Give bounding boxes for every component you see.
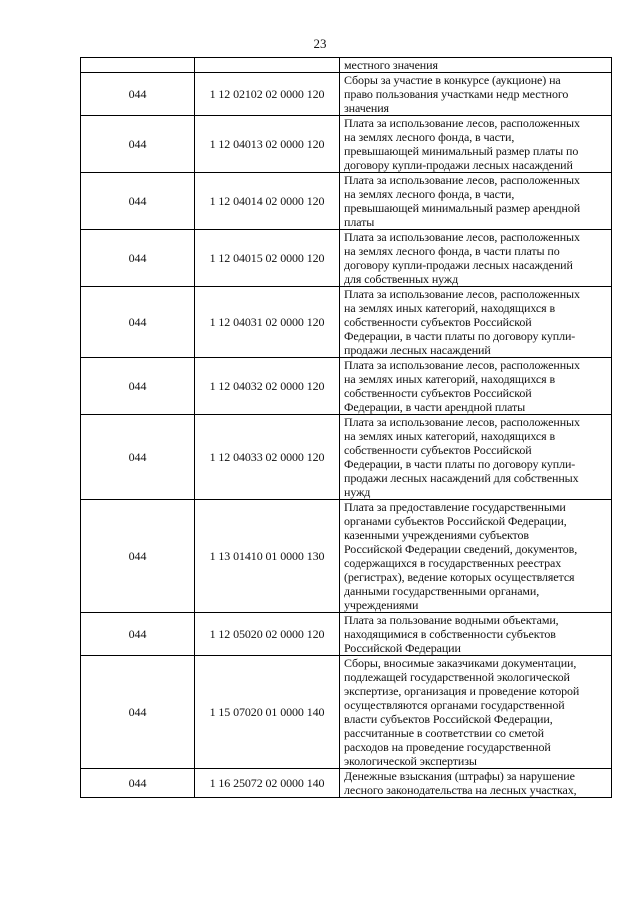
description-line: собственности субъектов Российской xyxy=(344,386,532,400)
description-line: местного значения xyxy=(344,58,438,72)
budget-code-cell: 1 12 04014 02 0000 120 xyxy=(195,173,340,230)
admin-code-cell xyxy=(81,58,195,73)
budget-code-cell: 1 13 01410 01 0000 130 xyxy=(195,500,340,613)
description-line: продажи лесных насаждений для собственных xyxy=(344,471,579,485)
description-line: на землях иных категорий, находящихся в xyxy=(344,429,556,443)
description-line: экспертизе, организация и проведение которой xyxy=(344,684,580,698)
description-line: лесного законодательства на лесных участках, xyxy=(344,783,577,797)
description-line: находящимися в собственности субъектов xyxy=(344,627,556,641)
admin-code-cell: 044 xyxy=(81,613,195,656)
description-cell xyxy=(340,58,612,73)
description-cell xyxy=(340,613,612,656)
description-line: власти субъектов Российской Федерации, xyxy=(344,712,553,726)
description-cell xyxy=(340,500,612,613)
description-line: Плата за использование лесов, расположенных xyxy=(344,173,580,187)
table-row xyxy=(81,769,612,798)
description-line: казенными учреждениями субъектов xyxy=(344,528,529,542)
description-line: Федерации, в части платы по договору купли- xyxy=(344,329,576,343)
description-cell xyxy=(340,230,612,287)
description-line: для собственных нужд xyxy=(344,272,459,286)
description-line: Сборы за участие в конкурсе (аукционе) на xyxy=(344,73,561,87)
description-line: Денежные взыскания (штрафы) за нарушение xyxy=(344,769,575,783)
table-row xyxy=(81,358,612,415)
description-line: осуществляются органами государственной xyxy=(344,698,565,712)
description-line: расходов на проведение государственной xyxy=(344,740,551,754)
table-row xyxy=(81,173,612,230)
table-row xyxy=(81,656,612,769)
description-line: на землях лесного фонда, в части платы по xyxy=(344,244,560,258)
description-line: экологической экспертизы xyxy=(344,754,477,768)
page-number: 23 xyxy=(313,36,327,51)
table-row xyxy=(81,500,612,613)
table-row xyxy=(81,415,612,500)
description-cell xyxy=(340,173,612,230)
description-line: рассчитанные в соответствии со сметой xyxy=(344,726,544,740)
budget-code-cell: 1 12 05020 02 0000 120 xyxy=(195,613,340,656)
admin-code-cell: 044 xyxy=(81,73,195,116)
description-line: собственности субъектов Российской xyxy=(344,443,532,457)
budget-code-cell: 1 16 25072 02 0000 140 xyxy=(195,769,340,798)
description-line: Плата за использование лесов, расположенных xyxy=(344,415,580,429)
description-cell xyxy=(340,769,612,798)
description-cell xyxy=(340,287,612,358)
description-line: на землях лесного фонда, в части, xyxy=(344,130,515,144)
description-line: Плата за использование лесов, расположенных xyxy=(344,230,580,244)
description-line: на землях иных категорий, находящихся в xyxy=(344,372,556,386)
description-line: на землях лесного фонда, в части, xyxy=(344,187,515,201)
description-line: Плата за использование лесов, расположенных xyxy=(344,358,580,372)
admin-code-cell: 044 xyxy=(81,116,195,173)
admin-code-cell: 044 xyxy=(81,656,195,769)
description-line: право пользования участками недр местного xyxy=(344,87,569,101)
description-line: Плата за предоставление государственными xyxy=(344,500,566,514)
description-line: значения xyxy=(344,101,389,115)
description-line: превышающей минимальный размер арендной xyxy=(344,201,581,215)
description-cell xyxy=(340,116,612,173)
description-line: данными государственными органами, xyxy=(344,584,540,598)
description-line: подлежащей государственной экологической xyxy=(344,670,570,684)
description-line: Российской Федерации сведений, документов, xyxy=(344,542,578,556)
description-line: органами субъектов Российской Федерации, xyxy=(344,514,567,528)
table-body xyxy=(81,58,612,798)
table-row xyxy=(81,58,612,73)
description-cell xyxy=(340,415,612,500)
admin-code-cell: 044 xyxy=(81,358,195,415)
description-line: собственности субъектов Российской xyxy=(344,315,532,329)
income-codes-table xyxy=(80,57,612,798)
table-row xyxy=(81,73,612,116)
description-line: Федерации, в части арендной платы xyxy=(344,400,526,414)
admin-code-cell: 044 xyxy=(81,173,195,230)
description-cell xyxy=(340,73,612,116)
description-line: учреждениями xyxy=(344,598,419,612)
description-line: Плата за использование лесов, расположенных xyxy=(344,287,580,301)
description-line: платы xyxy=(344,215,375,229)
budget-code-cell: 1 12 04033 02 0000 120 xyxy=(195,415,340,500)
description-line: Российской Федерации xyxy=(344,641,461,655)
description-line: договору купли-продажи лесных насаждений xyxy=(344,158,573,172)
table-row xyxy=(81,230,612,287)
table-row xyxy=(81,287,612,358)
budget-code-cell: 1 12 04015 02 0000 120 xyxy=(195,230,340,287)
description-line: нужд xyxy=(344,485,371,499)
table-row xyxy=(81,613,612,656)
description-cell xyxy=(340,358,612,415)
description-line: договору купли-продажи лесных насаждений xyxy=(344,258,573,272)
description-line: Сборы, вносимые заказчиками документации, xyxy=(344,656,577,670)
description-line: (регистрах), ведение которых осуществляется xyxy=(344,570,575,584)
description-line: продажи лесных насаждений xyxy=(344,343,491,357)
description-line: превышающей минимальный размер платы по xyxy=(344,144,579,158)
description-line: Плата за пользование водными объектами, xyxy=(344,613,559,627)
admin-code-cell: 044 xyxy=(81,287,195,358)
budget-code-cell: 1 12 04032 02 0000 120 xyxy=(195,358,340,415)
budget-code-cell xyxy=(195,58,340,73)
admin-code-cell: 044 xyxy=(81,230,195,287)
description-line: Федерации, в части платы по договору купли- xyxy=(344,457,576,471)
admin-code-cell: 044 xyxy=(81,769,195,798)
description-cell xyxy=(340,656,612,769)
description-line: Плата за использование лесов, расположенных xyxy=(344,116,580,130)
budget-code-cell: 1 12 02102 02 0000 120 xyxy=(195,73,340,116)
description-line: на землях иных категорий, находящихся в xyxy=(344,301,556,315)
budget-code-cell: 1 12 04031 02 0000 120 xyxy=(195,287,340,358)
admin-code-cell: 044 xyxy=(81,500,195,613)
budget-code-cell: 1 15 07020 01 0000 140 xyxy=(195,656,340,769)
admin-code-cell: 044 xyxy=(81,415,195,500)
table-row xyxy=(81,116,612,173)
description-line: содержащихся в государственных реестрах xyxy=(344,556,562,570)
budget-code-cell: 1 12 04013 02 0000 120 xyxy=(195,116,340,173)
